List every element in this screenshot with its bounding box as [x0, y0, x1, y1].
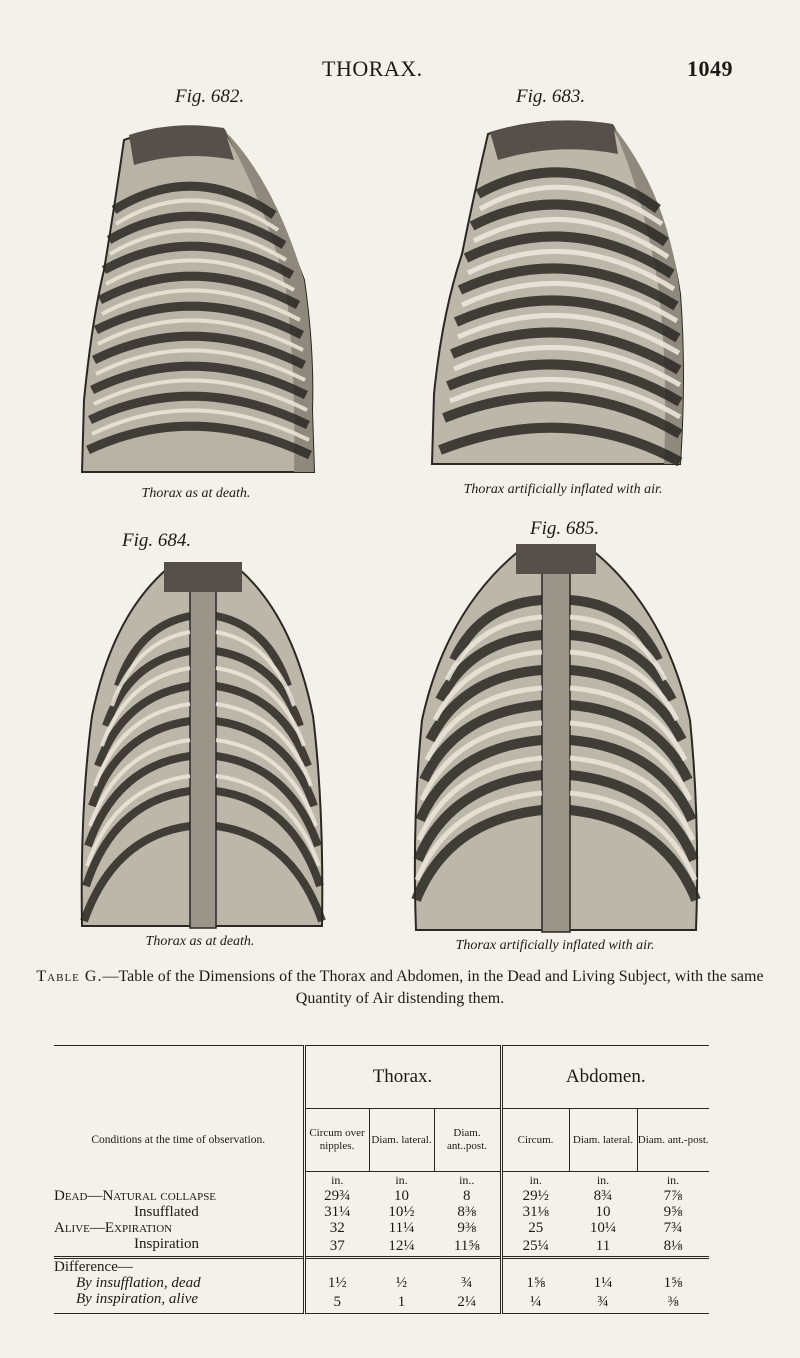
table-cell: ½: [395, 1275, 408, 1291]
table-cell: 29½: [522, 1188, 549, 1204]
figure-685-caption: Thorax artificially inflated with air.: [455, 938, 655, 953]
col-header-abdomen-diam-antpost: Diam. ant.-post.: [637, 1109, 709, 1172]
table-cell: 8: [434, 1188, 501, 1204]
table-cell: 11: [595, 1238, 611, 1254]
col-header-thorax-circum: Circum over nipples.: [304, 1109, 369, 1172]
thorax-posterior-death-illustration: [78, 556, 326, 932]
row-label: Insufflated: [54, 1204, 304, 1220]
table-cell: ¾: [569, 1291, 637, 1314]
table-cell: 1⅝: [526, 1275, 546, 1291]
page-title: THORAX.: [322, 56, 423, 81]
table-cell: 9⅜: [434, 1220, 501, 1236]
table-cell: 10½: [388, 1204, 415, 1220]
table-cell: 1¼: [593, 1275, 613, 1291]
table-cell: 31¼: [324, 1204, 351, 1220]
table-cell: 7⅞: [663, 1188, 683, 1204]
figure-683-caption: Thorax artificially inflated with air.: [463, 482, 663, 497]
unit-cell: in.: [395, 1173, 408, 1187]
figure-683-label: Fig. 683.: [516, 86, 586, 107]
table-cell: 31⅛: [522, 1204, 549, 1220]
page-number: 1049: [687, 56, 733, 81]
table-cell: ⅜: [637, 1291, 709, 1314]
table-cell: 10: [595, 1204, 611, 1220]
table-cell: 37: [329, 1238, 345, 1254]
difference-header-row: [54, 1258, 709, 1276]
table-title-lead: Table G.: [36, 968, 103, 985]
table-row: [54, 1236, 709, 1258]
table-row: [54, 1220, 709, 1236]
table-cell: 1: [369, 1291, 434, 1314]
table-cell: 32: [329, 1220, 345, 1236]
table-cell: 11¼: [388, 1220, 415, 1236]
table-cell: 10¼: [589, 1220, 617, 1236]
col-header-abdomen-diam-lateral: Diam. lateral.: [569, 1109, 637, 1172]
figure-682-label: Fig. 682.: [175, 86, 245, 107]
table-cell: 8⅛: [663, 1238, 683, 1254]
col-header-thorax-diam-antpost: Diam. ant..post.: [434, 1109, 501, 1172]
table-title: [20, 966, 780, 1010]
table-cell: 25: [528, 1220, 544, 1236]
table-cell: 10: [394, 1188, 409, 1204]
table-row: [54, 1188, 709, 1204]
table-cell: 29¾: [324, 1188, 351, 1204]
unit-cell: in..: [434, 1172, 501, 1189]
thorax-posterior-inflated-illustration: [410, 540, 702, 936]
abdomen-group-header: Abdomen.: [501, 1046, 709, 1109]
table-cell: 1½: [327, 1275, 347, 1291]
table-title-text: —Table of the Dimensions of the Thorax and Abdomen, in the Dead and Living Subject, with the same Quantity of Air distending them.: [102, 968, 764, 1007]
dimensions-table: [54, 1045, 709, 1314]
col-header-abdomen-circum: Circum.: [501, 1109, 569, 1172]
row-label: Dead—Natural collapse: [54, 1188, 304, 1204]
table-cell: 1⅝: [663, 1275, 683, 1291]
thorax-lateral-death-illustration: [74, 120, 320, 482]
row-label: Alive—Expiration: [54, 1220, 304, 1236]
figure-684-caption: Thorax as at death.: [145, 934, 255, 949]
figure-685-label: Fig. 685.: [530, 518, 600, 539]
table-cell: 7¾: [663, 1220, 683, 1236]
thorax-lateral-inflated-illustration: [428, 114, 690, 466]
table-row: [54, 1275, 709, 1291]
unit-cell: in.: [666, 1173, 680, 1187]
unit-cell: in.: [331, 1173, 344, 1187]
table-row: [54, 1204, 709, 1220]
row-label: By insufflation, dead: [54, 1275, 304, 1291]
table-cell: 5: [304, 1291, 369, 1314]
thorax-group-header: Thorax.: [304, 1046, 501, 1109]
table-cell: 12¼: [388, 1238, 415, 1254]
table-cell: 25¼: [522, 1238, 549, 1254]
row-label: Inspiration: [54, 1236, 304, 1258]
unit-cell: in.: [596, 1173, 610, 1187]
table-cell: 8¾: [593, 1188, 613, 1204]
row-label: By inspiration, alive: [54, 1291, 304, 1314]
figure-682-caption: Thorax as at death.: [141, 486, 251, 501]
table-cell: 2¼: [434, 1291, 501, 1314]
unit-cell: in.: [529, 1173, 542, 1187]
table-cell: 9⅝: [663, 1204, 683, 1220]
conditions-header: Conditions at the time of observation.: [91, 1133, 266, 1146]
table-cell: ¾: [434, 1275, 501, 1291]
table-cell: 8⅜: [434, 1204, 501, 1220]
table-cell: 11⅝: [434, 1236, 501, 1258]
figure-684-label: Fig. 684.: [122, 530, 192, 551]
difference-label: Difference—: [54, 1258, 304, 1276]
col-header-thorax-diam-lateral: Diam. lateral.: [369, 1109, 434, 1172]
table-row: [54, 1291, 709, 1314]
table-cell: ¼: [501, 1291, 569, 1314]
